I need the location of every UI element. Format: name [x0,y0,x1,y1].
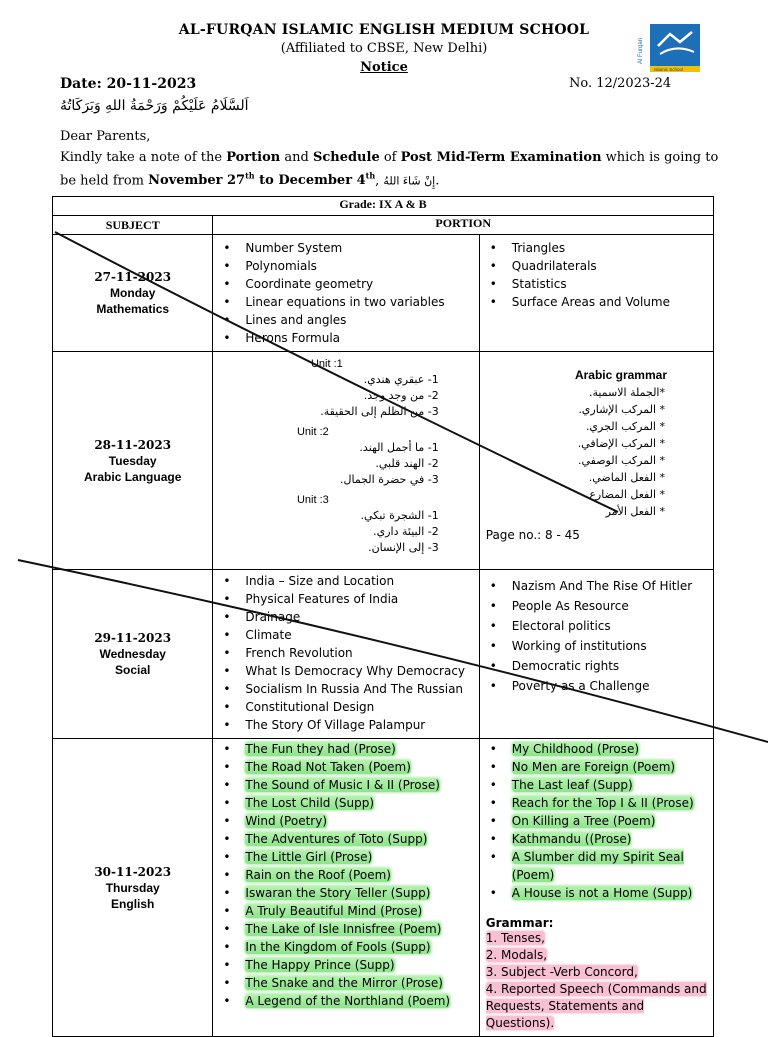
list-item: • People As Resource [512,596,713,616]
list-item: * الفعل المضارع [589,488,665,501]
list-item: • Lines and angles [245,311,478,329]
list-item: 1- ما أجمل الهند. [359,441,439,454]
row-social [53,570,714,739]
list-item [512,794,713,812]
highlighted-text: The Lost Child (Supp) [245,796,375,810]
social-day: Wednesday [99,647,166,661]
highlighted-text: Wind (Poetry) [245,814,328,828]
social-subject: Social [115,663,151,677]
list-item: 2- الهند قلبي. [375,457,439,470]
list-item: • Climate [245,626,478,644]
list-item [245,902,478,920]
highlighted-text: The Happy Prince (Supp) [245,958,395,972]
list-item: • Electoral politics [512,616,713,636]
math-subject-cell [53,235,213,352]
list-item: • Constitutional Design [245,698,478,716]
english-portion-b [479,739,713,1037]
row-english [53,739,714,1037]
list-item [245,794,478,812]
social-list-a [213,570,478,738]
list-item: • Socialism In Russia And The Russian [245,680,478,698]
list-item [486,981,709,1032]
list-item [245,974,478,992]
unit-2-label: Unit :2 [296,426,329,438]
list-item: * المركب الإضافي. [577,437,665,450]
notice-number: No. 12/2023-24 [569,76,672,91]
intro-end: . [435,173,440,189]
highlighted-text: Reach for the Top I & II (Prose) [511,796,694,810]
list-item [486,930,709,947]
english-list-b [480,739,713,906]
list-item: 3- من الظلم إلى الحقيقة. [320,405,439,418]
row-arabic [53,352,714,570]
list-item: 2- من وجد وجد. [363,389,439,402]
list-item: 2- البيئة داري. [373,525,439,538]
highlighted-text: 4. Reported Speech (Commands and Requests, Statements and Questions). [485,982,707,1030]
list-item [245,740,478,758]
highlighted-text: On Killing a Tree (Poem) [511,814,656,828]
list-item [512,884,713,902]
greeting: Dear Parents, [60,129,151,144]
highlighted-text: The Adventures of Toto (Supp) [245,832,428,846]
school-name: AL-FURQAN ISLAMIC ENGLISH MEDIUM SCHOOL [178,22,590,38]
list-item: 3- إلى الإنسان. [368,541,439,554]
list-item: • Nazism And The Rise Of Hitler [512,576,713,596]
list-item: * الفعل الأمر [605,505,665,518]
highlighted-text: Iswaran the Story Teller (Supp) [245,886,431,900]
list-item: • Drainage [245,608,478,626]
list-item: 1- الشجرة تبكي. [360,509,439,522]
english-grammar-title: Grammar: [485,916,554,930]
highlighted-text: No Men are Foreign (Poem) [511,760,676,774]
intro-text: Kindly take a note of the [60,150,227,165]
grade-heading: Grade: IX A & B [53,197,714,216]
unit-2-list [213,440,478,488]
social-date: 29-11-2023 [94,631,172,645]
arabic-day: Tuesday [108,453,157,468]
arabic-subject: Arabic Language [84,469,182,484]
list-item: • India – Size and Location [245,572,478,590]
highlighted-text: 3. Subject -Verb Concord, [485,965,638,979]
list-item [245,992,478,1010]
highlighted-text: The Lake of Isle Innisfree (Poem) [245,922,442,936]
highlighted-text: 1. Tenses, [485,931,545,945]
date-end-suffix: th [365,171,376,181]
list-item [512,848,713,884]
highlighted-text: A Truly Beautiful Mind (Prose) [245,904,423,918]
list-item [245,866,478,884]
list-item [245,884,478,902]
social-portion-b [479,570,713,739]
list-item: • Linear equations in two variables [245,293,478,311]
list-item: • Coordinate geometry [245,275,478,293]
highlighted-text: The Last leaf (Supp) [511,778,633,792]
date-end: to December 4 [254,173,366,189]
intro-schedule: Schedule [312,150,380,165]
list-item: • Statistics [512,275,713,293]
notice-date: Date: 20-11-2023 [60,76,197,92]
intro-of: of [379,150,401,165]
list-item: 1- عبقري هندي. [363,373,439,386]
portion-column-header: PORTION [213,216,714,235]
list-item: • Physical Features of India [245,590,478,608]
intro-dates [148,173,375,188]
list-item [245,920,478,938]
english-subject: English [111,896,155,911]
logo-bottom-text: Islamic School [654,67,684,72]
unit-3-label: Unit :3 [296,494,329,506]
english-list-a [213,739,478,1014]
list-item: 3- في حضرة الجمال. [339,473,439,486]
arabic-date: 28-11-2023 [94,437,172,452]
list-item: • Democratic rights [512,656,713,676]
list-item: • Herons Formula [245,329,478,347]
list-item: • Surface Areas and Volume [512,293,713,311]
list-item: * المركب الوصفي. [577,454,665,467]
intro-portion: Portion [226,150,281,165]
list-item [245,938,478,956]
subject-column-header: SUBJECT [53,216,213,235]
math-portion-a [213,235,479,352]
highlighted-text: The Snake and the Mirror (Prose) [245,976,443,990]
math-list-a [213,235,478,351]
social-subject-cell [53,570,213,739]
list-item: • Polynomials [245,257,478,275]
arabic-subject-cell [53,352,213,570]
school-logo [636,24,700,72]
row-mathematics [53,235,714,352]
date-start-suffix: th [245,171,255,181]
exam-schedule-table [52,196,714,1037]
list-item: • Quadrilaterals [512,257,713,275]
english-subject-cell [53,739,213,1037]
inshallah: إِنْ شَاءَ اللهُ [383,174,436,188]
highlighted-text: 2. Modals, [485,948,548,962]
list-item [245,812,478,830]
math-day: Monday [110,286,156,300]
list-item: *الجملة الاسمية. [588,386,665,399]
highlighted-text: My Childhood (Prose) [511,742,640,756]
unit-1-list [213,372,478,420]
intro-and: and [280,150,313,165]
list-item [512,776,713,794]
english-portion-a [213,739,479,1037]
list-item: * المركب الجري. [585,420,665,433]
list-item: • What Is Democracy Why Democracy [245,662,478,680]
highlighted-text: In the Kingdom of Fools (Supp) [245,940,431,954]
list-item [245,830,478,848]
arabic-grammar-list [480,384,713,520]
arabic-portion-b [479,352,713,570]
intro-paragraph [60,148,720,190]
unit-3-list [213,508,478,556]
math-list-b [480,235,713,315]
list-item: • The Story Of Village Palampur [245,716,478,734]
list-item [512,830,713,848]
intro-text-2: which is going to be held from [60,150,719,189]
list-item [245,848,478,866]
highlighted-text: The Little Girl (Prose) [245,850,373,864]
social-list-b [480,570,713,700]
math-portion-b [479,235,713,352]
highlighted-text: A Slumber did my Spirit Seal (Poem) [511,850,684,882]
english-day: Thursday [105,880,160,895]
list-item [245,776,478,794]
intro-exam: Post Mid-Term Examination [400,150,602,165]
highlighted-text: A House is not a Home (Supp) [511,886,693,900]
list-item [512,812,713,830]
arabic-page-range: Page no.: 8 - 45 [485,528,580,542]
intro-comma: , [375,173,380,189]
list-item [245,956,478,974]
list-item [512,740,713,758]
salam-greeting: اَلسَّلَامُ عَلَيْكُمْ وَرَحْمَةُ اللهِ وَبَرَكَاتُهُ [60,98,249,114]
english-date: 30-11-2023 [94,864,172,879]
highlighted-text: The Road Not Taken (Poem) [245,760,411,774]
list-item [245,758,478,776]
affiliation: (Affiliated to CBSE, New Delhi) [280,41,488,56]
notice-label: Notice [360,60,408,75]
highlighted-text: A Legend of the Northland (Poem) [245,994,451,1008]
highlighted-text: Rain on the Roof (Poem) [245,868,391,882]
math-subject: Mathematics [96,302,170,316]
logo-side-text: Al Furqan [638,37,644,64]
highlighted-text: Kathmandu ((Prose) [511,832,632,846]
list-item: • Triangles [512,239,713,257]
math-date: 27-11-2023 [94,270,172,284]
arabic-grammar-title: Arabic grammar [574,368,667,382]
list-item: • French Revolution [245,644,478,662]
english-grammar-list [480,930,713,1036]
highlighted-text: The Fun they had (Prose) [245,742,396,756]
arabic-portion-a [213,352,479,570]
unit-1-label: Unit :1 [310,358,343,370]
list-item: • Working of institutions [512,636,713,656]
list-item: * الفعل الماضي. [588,471,665,484]
list-item: • Poverty as a Challenge [512,676,713,696]
list-item [486,947,709,964]
list-item [512,758,713,776]
list-item [486,964,709,981]
date-start: November 27 [148,173,246,189]
highlighted-text: The Sound of Music I & II (Prose) [245,778,440,792]
social-portion-a [213,570,479,739]
list-item: * المركب الإشاري. [578,403,665,416]
list-item: • Number System [245,239,478,257]
